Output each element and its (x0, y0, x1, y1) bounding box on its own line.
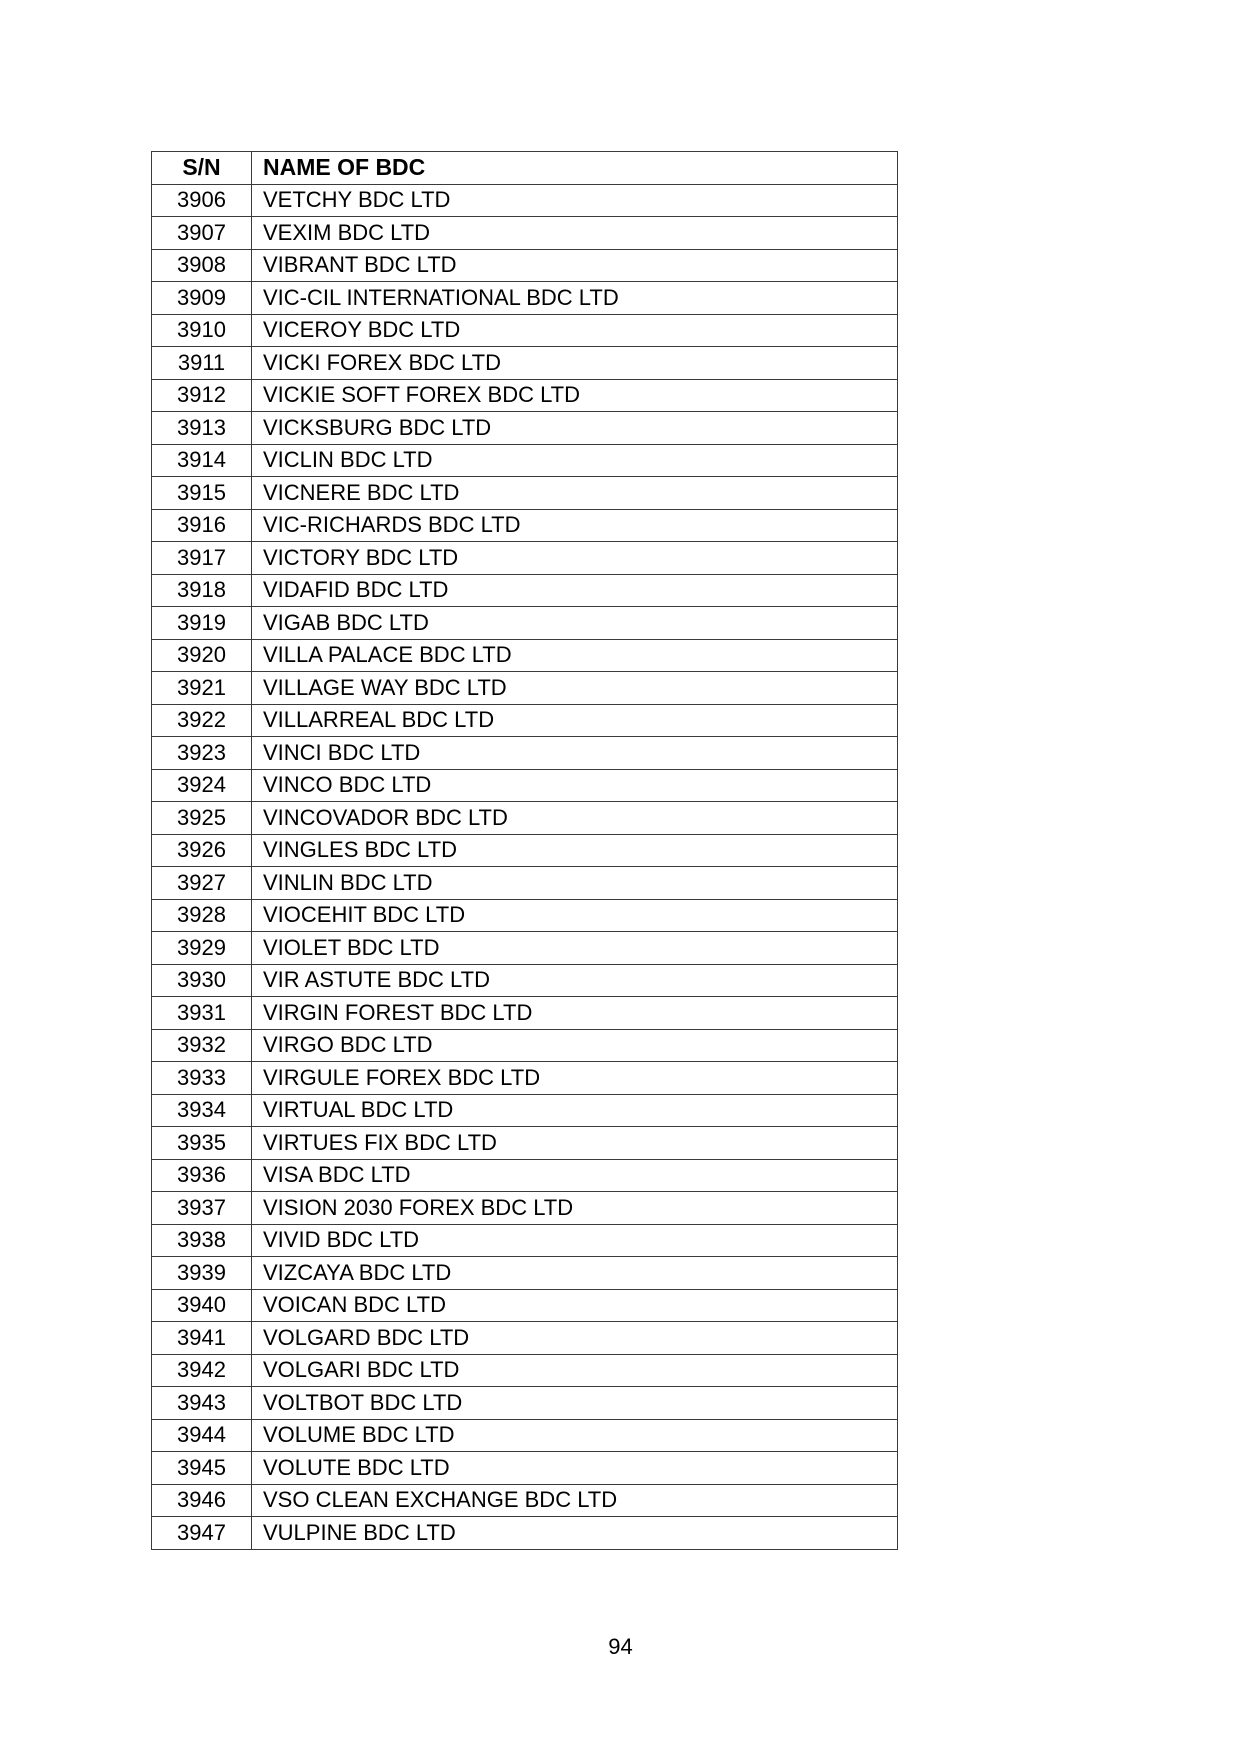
table-row (152, 314, 898, 347)
serial-number-cell: 3926 (152, 834, 252, 867)
table-row (152, 1062, 898, 1095)
bdc-name-cell: VINCI BDC LTD (252, 737, 898, 770)
table-row (152, 802, 898, 835)
serial-number-cell: 3921 (152, 672, 252, 705)
table-row (152, 1387, 898, 1420)
bdc-name-cell: VILLA PALACE BDC LTD (252, 639, 898, 672)
bdc-name-cell: VICNERE BDC LTD (252, 477, 898, 510)
table-row (152, 347, 898, 380)
serial-number-cell: 3947 (152, 1517, 252, 1550)
serial-number-cell: 3910 (152, 314, 252, 347)
serial-number-cell: 3943 (152, 1387, 252, 1420)
serial-number-cell: 3929 (152, 932, 252, 965)
bdc-name-cell: VISA BDC LTD (252, 1159, 898, 1192)
table-row (152, 379, 898, 412)
table-row (152, 184, 898, 217)
table-row (152, 1419, 898, 1452)
serial-number-cell: 3931 (152, 997, 252, 1030)
bdc-name-cell: VIDAFID BDC LTD (252, 574, 898, 607)
bdc-name-cell: VIRTUES FIX BDC LTD (252, 1127, 898, 1160)
serial-number-cell: 3920 (152, 639, 252, 672)
table-row (152, 899, 898, 932)
serial-number-cell: 3917 (152, 542, 252, 575)
page-number: 94 (608, 1634, 633, 1659)
table-row (152, 1029, 898, 1062)
serial-number-cell: 3930 (152, 964, 252, 997)
bdc-name-cell: VOLUME BDC LTD (252, 1419, 898, 1452)
serial-number-cell: 3928 (152, 899, 252, 932)
serial-number-cell: 3925 (152, 802, 252, 835)
bdc-name-cell: VIR ASTUTE BDC LTD (252, 964, 898, 997)
bdc-list-table (151, 151, 898, 1550)
bdc-name-cell: VINGLES BDC LTD (252, 834, 898, 867)
serial-number-cell: 3911 (152, 347, 252, 380)
bdc-name-cell: VETCHY BDC LTD (252, 184, 898, 217)
bdc-name-cell: VILLAGE WAY BDC LTD (252, 672, 898, 705)
table-row (152, 444, 898, 477)
table-row (152, 1517, 898, 1550)
serial-number-cell: 3937 (152, 1192, 252, 1225)
bdc-name-cell: VIRTUAL BDC LTD (252, 1094, 898, 1127)
serial-number-cell: 3913 (152, 412, 252, 445)
serial-number-cell: 3924 (152, 769, 252, 802)
bdc-name-cell: VIRGULE FOREX BDC LTD (252, 1062, 898, 1095)
bdc-name-cell: VULPINE BDC LTD (252, 1517, 898, 1550)
bdc-name-cell: VOLTBOT BDC LTD (252, 1387, 898, 1420)
bdc-name-cell: VINCO BDC LTD (252, 769, 898, 802)
bdc-name-cell: VIBRANT BDC LTD (252, 249, 898, 282)
table-row (152, 834, 898, 867)
bdc-name-cell: VSO CLEAN EXCHANGE BDC LTD (252, 1484, 898, 1517)
table-row (152, 1354, 898, 1387)
table-row (152, 672, 898, 705)
table-row (152, 412, 898, 445)
table-row (152, 217, 898, 250)
serial-number-cell: 3906 (152, 184, 252, 217)
table-row (152, 867, 898, 900)
table-row (152, 574, 898, 607)
bdc-name-cell: VICKSBURG BDC LTD (252, 412, 898, 445)
table-row (152, 1452, 898, 1485)
name-column-header: NAME OF BDC (252, 152, 898, 185)
table-row (152, 639, 898, 672)
table-row (152, 1159, 898, 1192)
table-row (152, 964, 898, 997)
table-row (152, 737, 898, 770)
serial-number-cell: 3945 (152, 1452, 252, 1485)
table-header-row (152, 152, 898, 185)
bdc-name-cell: VICKIE SOFT FOREX BDC LTD (252, 379, 898, 412)
table-row (152, 932, 898, 965)
bdc-name-cell: VEXIM BDC LTD (252, 217, 898, 250)
table-row (152, 542, 898, 575)
bdc-name-cell: VOLGARI BDC LTD (252, 1354, 898, 1387)
bdc-name-cell: VIC-RICHARDS BDC LTD (252, 509, 898, 542)
serial-number-cell: 3909 (152, 282, 252, 315)
bdc-name-cell: VICEROY BDC LTD (252, 314, 898, 347)
table-row (152, 704, 898, 737)
table-row (152, 1127, 898, 1160)
serial-number-cell: 3932 (152, 1029, 252, 1062)
bdc-name-cell: VOLUTE BDC LTD (252, 1452, 898, 1485)
serial-number-cell: 3933 (152, 1062, 252, 1095)
table-row (152, 1322, 898, 1355)
serial-number-cell: 3936 (152, 1159, 252, 1192)
serial-number-cell: 3923 (152, 737, 252, 770)
serial-number-cell: 3908 (152, 249, 252, 282)
serial-number-cell: 3919 (152, 607, 252, 640)
bdc-name-cell: VILLARREAL BDC LTD (252, 704, 898, 737)
serial-number-cell: 3907 (152, 217, 252, 250)
bdc-name-cell: VIGAB BDC LTD (252, 607, 898, 640)
bdc-name-cell: VIVID BDC LTD (252, 1224, 898, 1257)
bdc-name-cell: VICKI FOREX BDC LTD (252, 347, 898, 380)
table-row (152, 1192, 898, 1225)
table-row (152, 1257, 898, 1290)
serial-number-cell: 3946 (152, 1484, 252, 1517)
serial-number-cell: 3938 (152, 1224, 252, 1257)
bdc-name-cell: VIRGO BDC LTD (252, 1029, 898, 1062)
serial-number-cell: 3927 (152, 867, 252, 900)
serial-number-cell: 3918 (152, 574, 252, 607)
serial-number-cell: 3939 (152, 1257, 252, 1290)
bdc-name-cell: VIOCEHIT BDC LTD (252, 899, 898, 932)
serial-number-cell: 3922 (152, 704, 252, 737)
table-row (152, 1289, 898, 1322)
bdc-name-cell: VIRGIN FOREST BDC LTD (252, 997, 898, 1030)
bdc-name-cell: VICLIN BDC LTD (252, 444, 898, 477)
serial-number-cell: 3941 (152, 1322, 252, 1355)
table-row (152, 282, 898, 315)
serial-number-cell: 3940 (152, 1289, 252, 1322)
bdc-name-cell: VISION 2030 FOREX BDC LTD (252, 1192, 898, 1225)
serial-number-cell: 3934 (152, 1094, 252, 1127)
bdc-name-cell: VICTORY BDC LTD (252, 542, 898, 575)
table-row (152, 1224, 898, 1257)
serial-number-cell: 3916 (152, 509, 252, 542)
table-row (152, 1484, 898, 1517)
table-row (152, 607, 898, 640)
serial-number-cell: 3915 (152, 477, 252, 510)
table-row (152, 769, 898, 802)
serial-number-cell: 3944 (152, 1419, 252, 1452)
sn-column-header: S/N (152, 152, 252, 185)
bdc-name-cell: VIOLET BDC LTD (252, 932, 898, 965)
bdc-name-cell: VIC-CIL INTERNATIONAL BDC LTD (252, 282, 898, 315)
table-row (152, 997, 898, 1030)
table-row (152, 477, 898, 510)
bdc-name-cell: VOLGARD BDC LTD (252, 1322, 898, 1355)
bdc-name-cell: VIZCAYA BDC LTD (252, 1257, 898, 1290)
table-row (152, 249, 898, 282)
bdc-name-cell: VINCOVADOR BDC LTD (252, 802, 898, 835)
serial-number-cell: 3935 (152, 1127, 252, 1160)
bdc-name-cell: VOICAN BDC LTD (252, 1289, 898, 1322)
table-row (152, 509, 898, 542)
serial-number-cell: 3914 (152, 444, 252, 477)
serial-number-cell: 3912 (152, 379, 252, 412)
table-body (152, 184, 898, 1549)
table-row (152, 1094, 898, 1127)
serial-number-cell: 3942 (152, 1354, 252, 1387)
bdc-name-cell: VINLIN BDC LTD (252, 867, 898, 900)
